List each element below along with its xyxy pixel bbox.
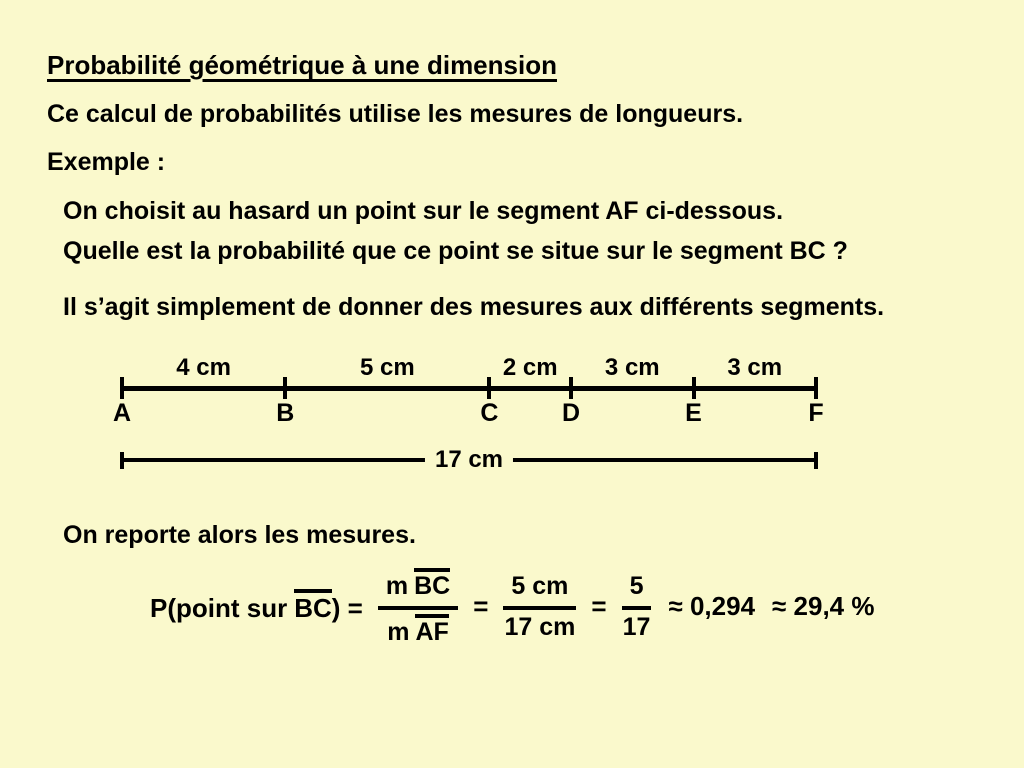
example-label: Exemple :	[47, 148, 166, 176]
segment-length-label-cd: 2 cm	[502, 354, 558, 381]
total-length-line	[122, 446, 816, 473]
total-end-tick-right	[814, 452, 818, 469]
fraction-numeric	[622, 571, 652, 641]
segment-diagram	[112, 352, 824, 477]
segment-bc-overline: BC	[294, 589, 332, 621]
fraction-lengths-numerator: 5 cm	[503, 571, 576, 610]
intro-line: Ce calcul de probabilités utilise les mesures de longueurs.	[47, 100, 744, 128]
approx-percent-value: ≈ 29,4 %	[772, 590, 875, 621]
segment-line-af	[122, 386, 816, 391]
page-title: Probabilité géométrique à une dimension	[47, 50, 557, 80]
tick-mark-d	[569, 377, 573, 399]
equals-sign: =	[591, 590, 607, 621]
fraction-measures-numerator	[378, 566, 458, 610]
measure-symbol: m	[387, 617, 410, 646]
fraction-numeric-denominator: 17	[622, 612, 651, 641]
segment-length-label-bc: 5 cm	[359, 354, 415, 381]
tick-mark-b	[283, 377, 287, 399]
fraction-measures-denominator	[387, 610, 449, 647]
fraction-numeric-numerator: 5	[622, 571, 652, 610]
point-label-a: A	[112, 399, 132, 427]
line-choose-point: On choisit au hasard un point sur le segment AF ci-dessous.	[63, 197, 784, 225]
formula-lhs-suffix: ) =	[331, 592, 363, 623]
formula-lhs-prefix: P(point sur	[150, 592, 288, 623]
fraction-measures	[378, 566, 458, 646]
segment-af-overline: AF	[415, 614, 448, 645]
segment-length-label-ef: 3 cm	[727, 354, 783, 381]
tick-mark-e	[692, 377, 696, 399]
segment-length-label-de: 3 cm	[604, 354, 660, 381]
tick-mark-a	[120, 377, 124, 399]
line-measures: Il s’agit simplement de donner des mesures aux différents segments.	[63, 293, 885, 321]
approx-decimal-value: ≈ 0,294	[668, 590, 756, 621]
probability-formula	[150, 566, 874, 646]
formula-lhs	[150, 589, 363, 624]
tick-mark-c	[487, 377, 491, 399]
line-question: Quelle est la probabilité que ce point se situe sur le segment BC ?	[63, 237, 848, 265]
total-length-label: 17 cm	[425, 446, 513, 474]
point-label-e: E	[685, 399, 702, 427]
point-label-c: C	[480, 399, 499, 427]
segment-bc-overline: BC	[414, 568, 450, 599]
point-label-d: D	[562, 399, 581, 427]
fraction-lengths	[503, 571, 576, 641]
fraction-lengths-denominator: 17 cm	[504, 612, 576, 641]
measure-symbol: m	[385, 572, 409, 600]
equals-sign: =	[473, 590, 489, 621]
segment-length-label-ab: 4 cm	[176, 354, 231, 381]
total-end-tick-left	[120, 452, 124, 469]
line-report: On reporte alors les mesures.	[63, 521, 416, 549]
tick-mark-f	[814, 377, 818, 399]
point-label-f: F	[808, 399, 824, 427]
point-label-b: B	[276, 399, 295, 427]
